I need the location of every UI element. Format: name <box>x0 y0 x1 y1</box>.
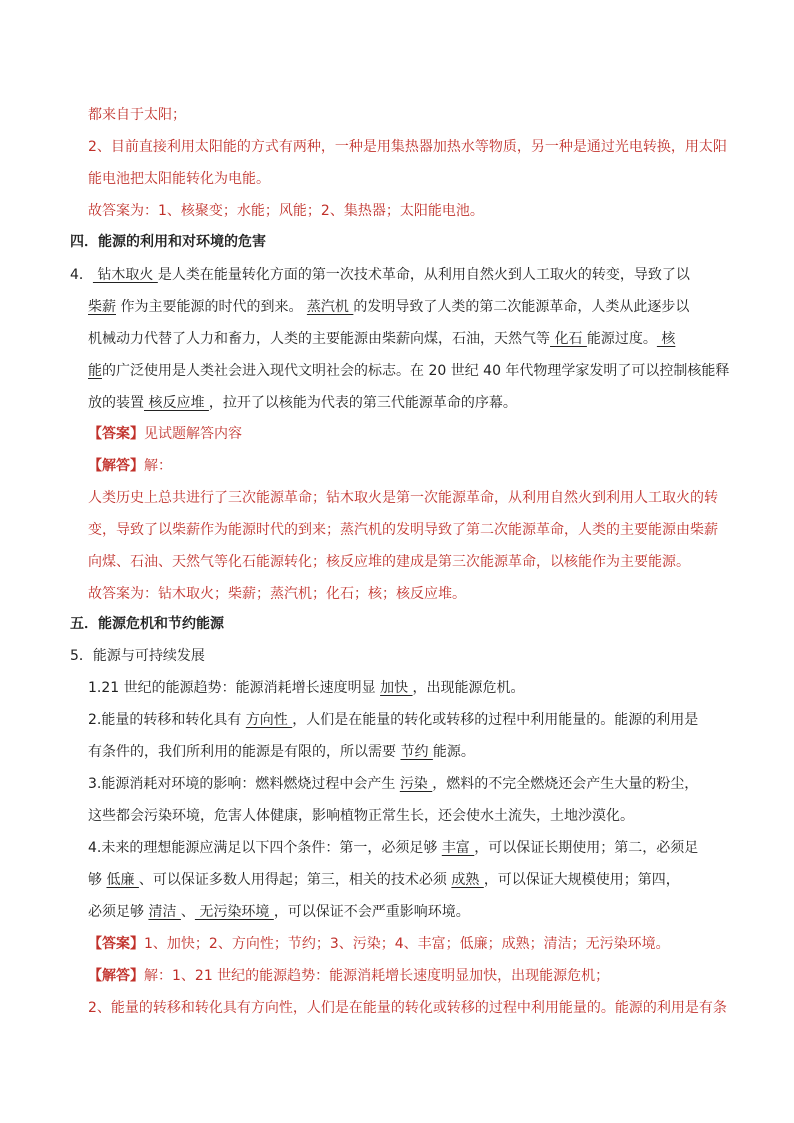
blank-answer: 能 <box>88 363 102 379</box>
text-run: ，燃料的不完全燃烧还会产生大量的粉尘， <box>432 776 699 792</box>
question-line <box>88 678 525 698</box>
text-run: ，可以保证不会严重影响环境。 <box>273 904 470 920</box>
question-number: 4． <box>70 267 93 283</box>
text-line: 能电池把太阳能转化为电能。 <box>88 171 270 187</box>
question-line <box>88 838 698 858</box>
text-run: 机械动力代替了人力和畜力，人类的主要能源由柴薪向煤，石油，天然气等 <box>88 331 550 347</box>
text-run: ，人们是在能量的转化或转移的过程中利用能量的。能源的利用是 <box>292 712 699 728</box>
solution-text: 解：1、21 世纪的能源趋势：能源消耗增长速度明显加快，出现能源危机； <box>144 968 610 984</box>
text-run: 、可以保证多数人用得起；第三，相关的技术必须 <box>138 872 447 888</box>
blank-answer: 污染 <box>399 776 433 792</box>
solution-line <box>88 966 609 986</box>
blank-answer: 蒸汽机 <box>306 299 354 315</box>
text-run: ，可以保证大规模使用；第四， <box>483 872 680 888</box>
question-line <box>88 742 475 762</box>
blank-answer: 清洁 <box>148 904 181 920</box>
text-run: ，拉开了以核能为代表的第三代能源革命的序幕。 <box>208 395 517 411</box>
text-line: 向煤、石油、天然气等化石能源转化；核反应堆的建成是第三次能源革命，以核能作为主要能源。 <box>88 554 690 570</box>
blank-answer: 加快 <box>380 680 413 696</box>
blank-answer: 核 <box>656 331 676 347</box>
blank-answer: 方向性 <box>245 712 293 728</box>
question-title: 5．能源与可持续发展 <box>70 648 205 664</box>
question-line <box>88 774 698 794</box>
answer-text: 见试题解答内容 <box>144 426 242 442</box>
text-line: 人类历史上总共进行了三次能源革命；钻木取火是第一次能源革命，从利用自然火到利用人工取火的转 <box>88 490 718 506</box>
text-line: 都来自于太阳； <box>88 107 186 123</box>
text-run: 够 <box>88 872 102 888</box>
blank-answer: 节约 <box>400 744 433 760</box>
text-run: 的广泛使用是人类社会进入现代文明社会的标志。在 20 世纪 40 年代物理学家发明了可以控制核能释 <box>102 363 730 379</box>
blank-answer: 丰富 <box>441 840 475 856</box>
text-line: 故答案为：钻木取火；柴薪；蒸汽机；化石；核；核反应堆。 <box>88 586 466 602</box>
text-run: 4.未来的理想能源应满足以下四个条件：第一，必须足够 <box>88 840 438 856</box>
answer-text: 1、加快；2、方向性；节约；3、污染；4、丰富；低廉；成熟；清洁；无污染环境。 <box>144 936 670 952</box>
solution-text: 解： <box>144 458 172 474</box>
answer-tag: 【答案】 <box>88 936 144 952</box>
answer-tag: 【答案】 <box>88 426 144 442</box>
text-run: 的发明导致了人类的第二次能源革命，人类从此逐步以 <box>353 299 690 315</box>
section-heading: 四．能源的利用和对环境的危害 <box>70 234 266 250</box>
solution-line <box>88 456 172 476</box>
question-line <box>88 870 680 890</box>
blank-answer: 钻木取火 <box>92 267 158 283</box>
blank-answer: 核反应堆 <box>144 395 209 411</box>
text-line: 变，导致了以柴薪作为能源时代的到来；蒸汽机的发明导致了第二次能源革命，人类的主要能源由柴薪 <box>88 522 718 538</box>
text-run: 作为主要能源的时代的到来。 <box>116 299 303 315</box>
question-line <box>88 902 470 922</box>
question-line <box>88 710 698 730</box>
answer-line <box>88 424 242 444</box>
blank-answer: 化石 <box>550 331 587 347</box>
question-line <box>70 265 690 285</box>
text-run: 能源。 <box>432 744 475 760</box>
text-run: 放的装置 <box>88 395 144 411</box>
question-line <box>88 361 729 381</box>
question-line: 这些都会污染环境，危害人体健康，影响植物正常生长，还会使水土流失，土地沙漠化。 <box>88 808 634 824</box>
question-line <box>88 329 675 349</box>
blank-answer: 低廉 <box>106 872 139 888</box>
solution-tag: 【解答】 <box>88 458 144 474</box>
text-run: 3.能源消耗对环境的影响：燃料燃烧过程中会产生 <box>88 776 396 792</box>
text-run: 有条件的，我们所利用的能源是有限的，所以需要 <box>88 744 396 760</box>
question-line <box>88 297 689 317</box>
section-heading: 五．能源危机和节约能源 <box>70 616 224 632</box>
text-run: 、 <box>180 904 195 920</box>
text-run: 1.21 世纪的能源趋势：能源消耗增长速度明显 <box>88 680 376 696</box>
blank-answer: 成熟 <box>451 872 484 888</box>
text-line: 故答案为：1、核聚变；水能；风能；2、集热器；太阳能电池。 <box>88 203 484 219</box>
text-run: 必须足够 <box>88 904 144 920</box>
question-line <box>88 393 517 413</box>
text-run: 能源过度。 <box>586 331 657 347</box>
blank-answer: 柴薪 <box>88 299 116 315</box>
solution-tag: 【解答】 <box>88 968 144 984</box>
text-line: 2、目前直接利用太阳能的方式有两种，一种是用集热器加热水等物质，另一种是通过光电转换，用太阳 <box>88 139 727 155</box>
text-line: 2、能量的转移和转化具有方向性，人们是在能量的转化或转移的过程中利用能量的。能源的利用是有条 <box>88 1000 727 1016</box>
text-run: 2.能量的转移和转化具有 <box>88 712 242 728</box>
text-run: ，可以保证长期使用；第二，必须足 <box>474 840 699 856</box>
answer-line <box>88 934 670 954</box>
blank-answer: 无污染环境 <box>194 904 274 920</box>
text-run: ，出现能源危机。 <box>412 680 525 696</box>
text-run: 是人类在能量转化方面的第一次技术革命，从利用自然火到人工取火的转变，导致了以 <box>157 267 690 283</box>
